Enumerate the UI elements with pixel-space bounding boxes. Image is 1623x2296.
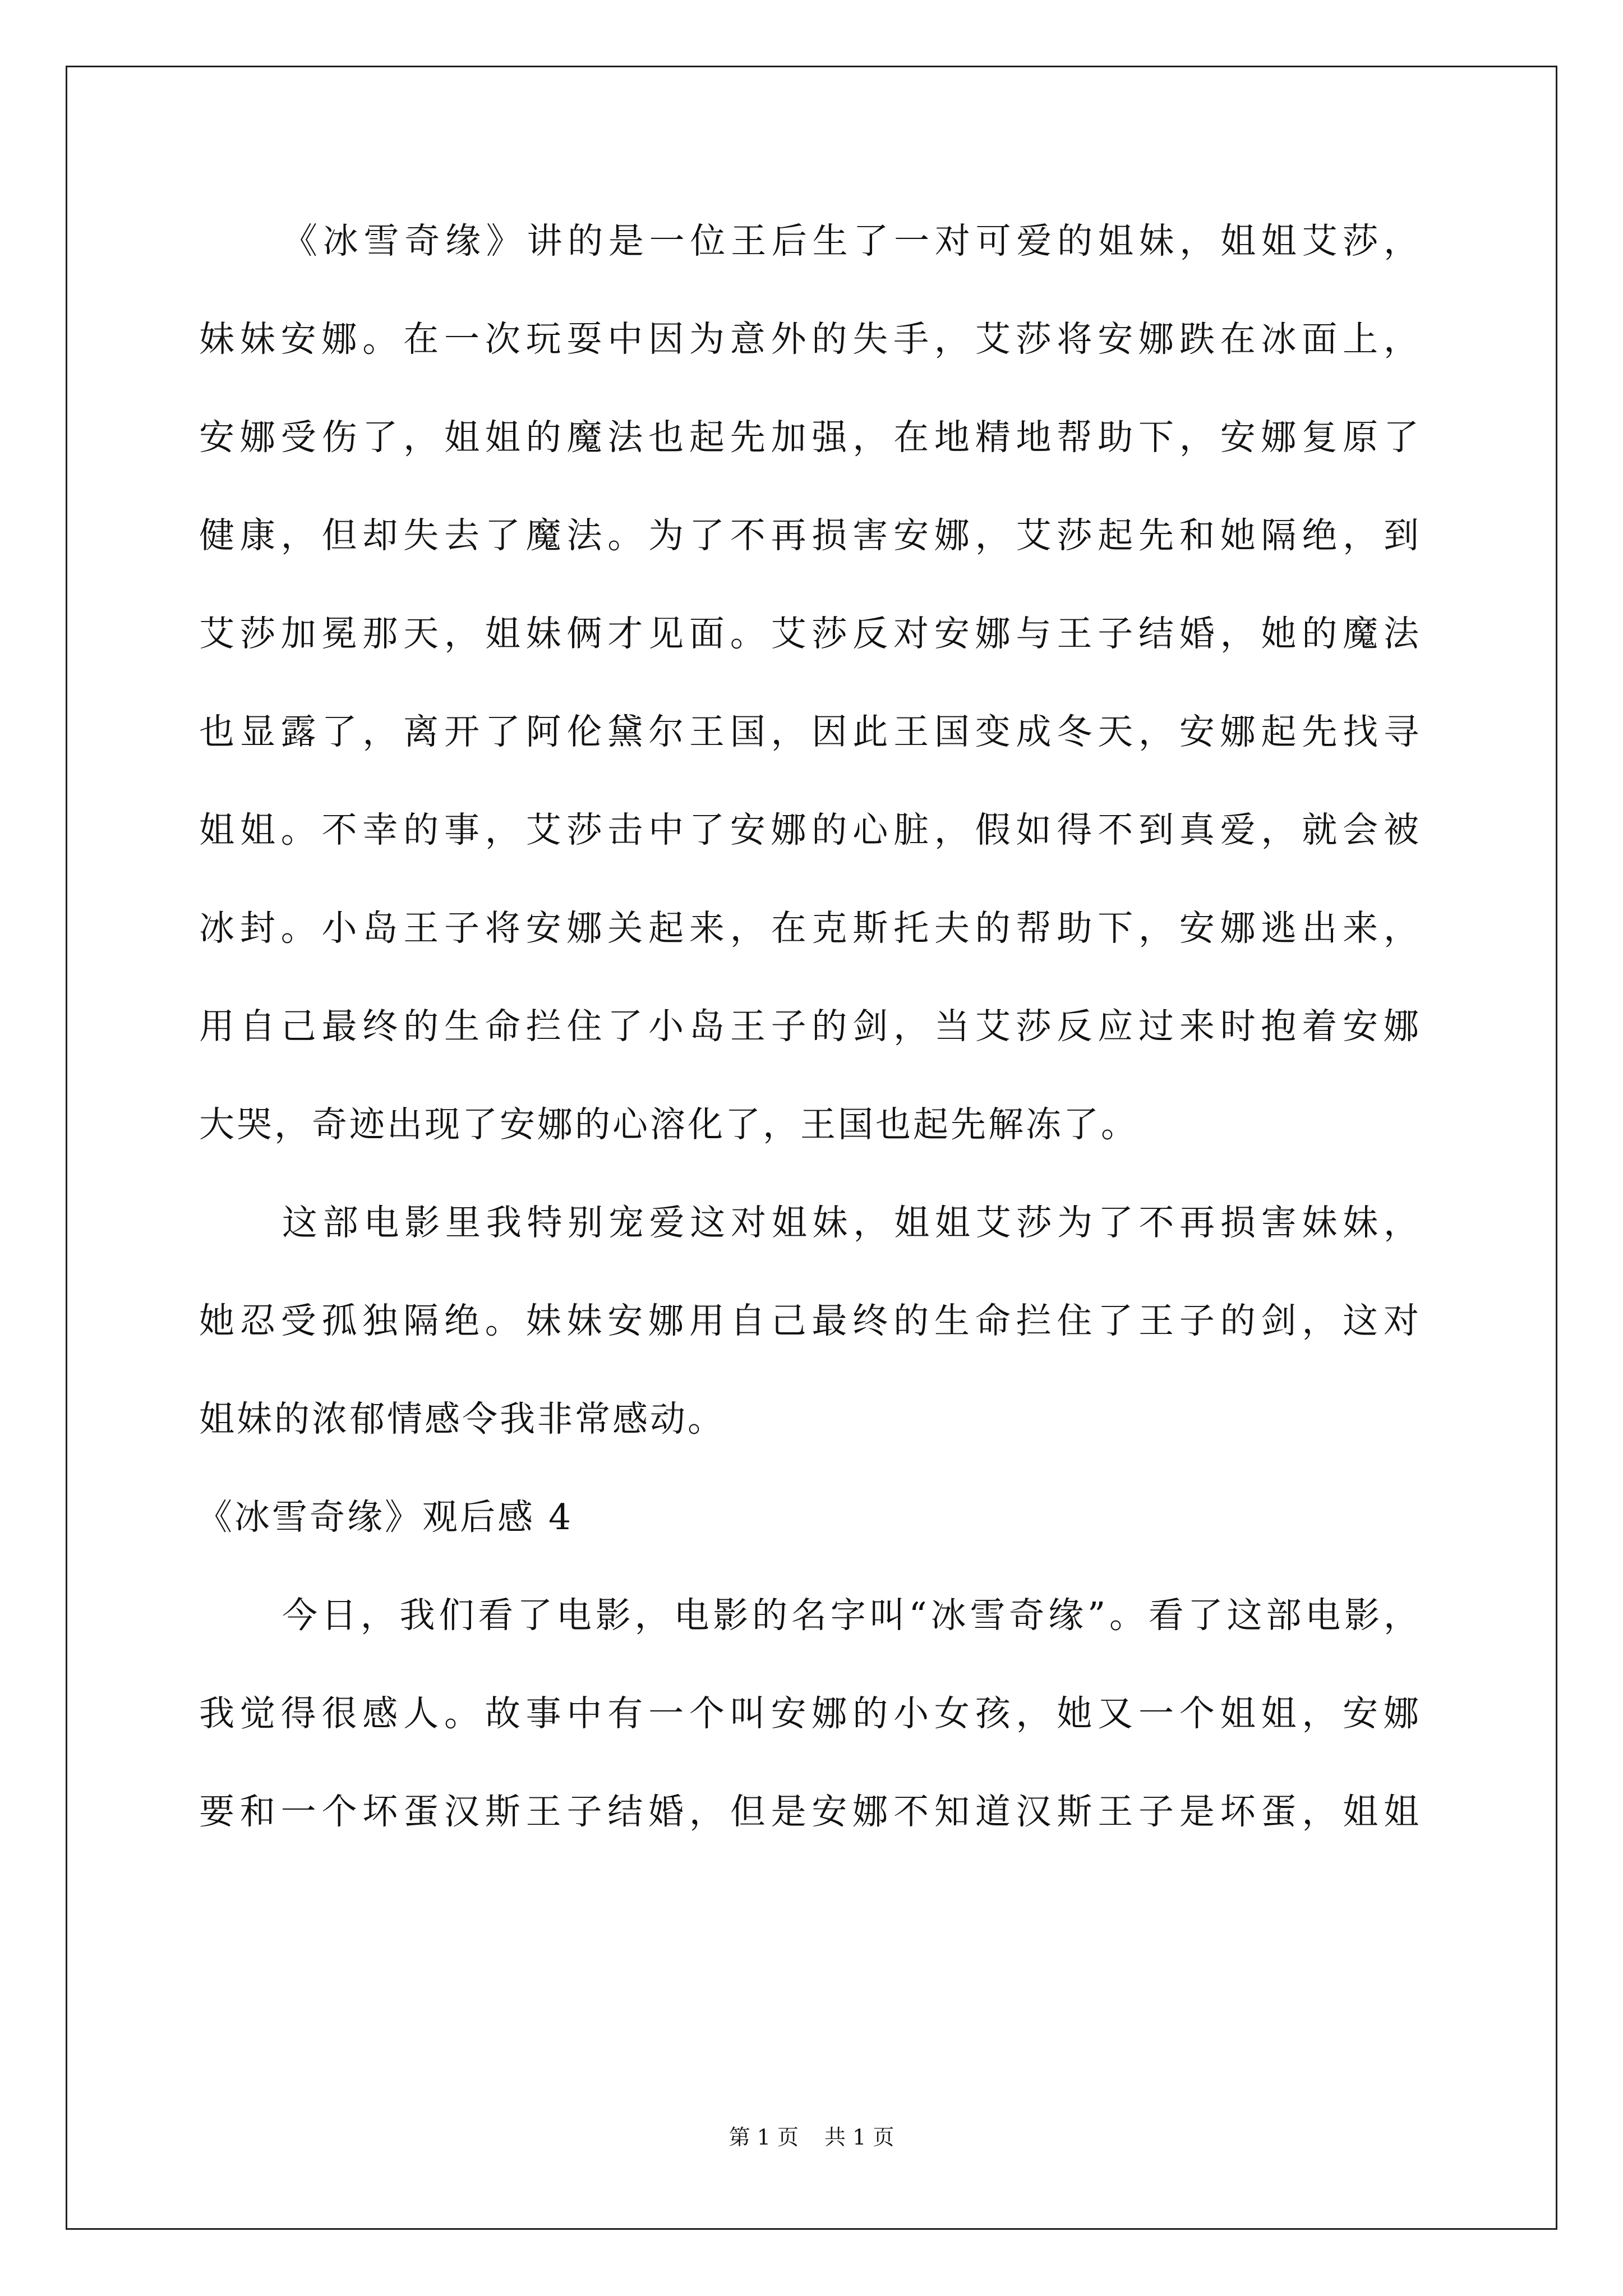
paragraph-1-line-6: 也显露了，离开了阿伦黛尔王国，因此王国变成冬天，安娜起先找寻 [199, 711, 1419, 752]
paragraph-1-line-3: 安娜受伤了，姐姐的魔法也起先加强，在地精地帮助下，安娜复原了 [199, 417, 1419, 458]
page-number: 第 1 页 [728, 2125, 799, 2150]
paragraph-1-line-2: 妹妹安娜。在一次玩耍中因为意外的失手，艾莎将安娜跌在冰面上， [199, 319, 1419, 360]
paragraph-2-line-1: 这部电影里我特别宠爱这对姐妹，姐姐艾莎为了不再损害妹妹， [282, 1202, 1419, 1243]
paragraph-3-line-2: 我觉得很感人。故事中有一个叫安娜的小女孩，她又一个姐姐，安娜 [199, 1693, 1419, 1734]
paragraph-1-line-10: 大哭，奇迹出现了安娜的心溶化了，王国也起先解冻了。 [199, 1104, 1138, 1145]
paragraph-1-line-9: 用自己最终的生命拦住了小岛王子的剑，当艾莎反应过来时抱着安娜 [199, 1006, 1419, 1047]
paragraph-1-line-1: 《冰雪奇缘》讲的是一位王后生了一对可爱的姐妹，姐姐艾莎， [282, 220, 1419, 261]
total-pages: 共 1 页 [824, 2125, 895, 2150]
paragraph-1-line-4: 健康，但却失去了魔法。为了不再损害安娜，艾莎起先和她隔绝，到 [199, 515, 1419, 556]
page-footer [0, 2123, 1623, 2151]
paragraph-1-line-5: 艾莎加冕那天，姐妹俩才见面。艾莎反对安娜与王子结婚，她的魔法 [199, 613, 1419, 654]
section-title: 《冰雪奇缘》观后感 4 [197, 1497, 574, 1538]
paragraph-3-line-1: 今日，我们看了电影，电影的名字叫“冰雪奇缘”。看了这部电影， [282, 1595, 1419, 1636]
paragraph-1-line-7: 姐姐。不幸的事，艾莎击中了安娜的心脏，假如得不到真爱，就会被 [199, 809, 1419, 850]
paragraph-3-line-3: 要和一个坏蛋汉斯王子结婚，但是安娜不知道汉斯王子是坏蛋，姐姐 [199, 1791, 1419, 1832]
paragraph-1-line-8: 冰封。小岛王子将安娜关起来，在克斯托夫的帮助下，安娜逃出来， [199, 908, 1419, 949]
paragraph-2-line-3: 姐妹的浓郁情感令我非常感动。 [199, 1398, 725, 1439]
paragraph-2-line-2: 她忍受孤独隔绝。妹妹安娜用自己最终的生命拦住了王子的剑，这对 [199, 1300, 1419, 1341]
